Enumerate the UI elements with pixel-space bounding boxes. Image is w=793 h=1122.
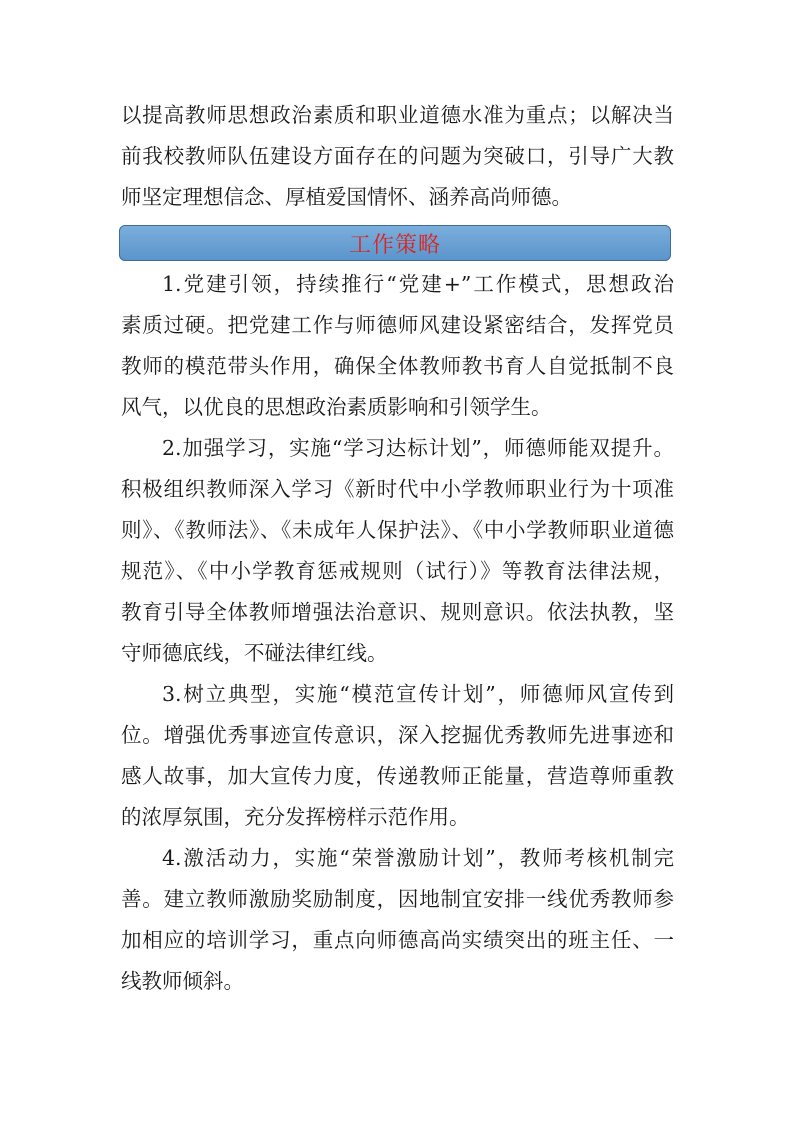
intro-line: 师坚定理想信念、厚植爱国情怀、涵养高尚师德。 bbox=[121, 185, 572, 209]
strategy-item-4 bbox=[121, 838, 674, 1002]
paragraph-line: 线教师倾斜。 bbox=[121, 969, 244, 993]
paragraph-line: 的浓厚氛围，充分发挥榜样示范作用。 bbox=[121, 805, 470, 829]
paragraph-line: 1.党建引领，持续推行“党建+”工作模式，思想政治 bbox=[162, 272, 674, 296]
section-heading-title: 工作策略 bbox=[348, 232, 441, 258]
paragraph-line: 善。建立教师激励奖励制度，因地制宜安排一线优秀教师参 bbox=[121, 887, 674, 911]
strategy-item-3 bbox=[121, 674, 674, 838]
paragraph-line: 风气，以优良的思想政治素质影响和引领学生。 bbox=[121, 395, 552, 419]
paragraph-line: 3.树立典型，实施“模范宣传计划”，师德师风宣传到 bbox=[162, 682, 674, 706]
paragraph-line: 素质过硬。把党建工作与师德师风建设紧密结合，发挥党员 bbox=[121, 313, 674, 337]
paragraph-line: 感人故事，加大宣传力度，传递教师正能量，营造尊师重教 bbox=[121, 764, 674, 788]
section-heading-bar bbox=[119, 225, 671, 261]
paragraph-line: 4.激活动力，实施“荣誉激励计划”，教师考核机制完 bbox=[162, 846, 674, 870]
intro-line: 前我校教师队伍建设方面存在的问题为突破口，引导广大教 bbox=[121, 144, 674, 168]
paragraph-line: 规范》、《中小学教育惩戒规则（试行）》等教育法律法规， bbox=[121, 559, 674, 583]
paragraph-line: 2.加强学习，实施“学习达标计划”，师德师能双提升。 bbox=[162, 436, 674, 460]
strategy-item-2 bbox=[121, 428, 674, 674]
paragraph-line: 位。增强优秀事迹宣传意识，深入挖掘优秀教师先进事迹和 bbox=[121, 723, 674, 747]
paragraph-line: 守师德底线，不碰法律红线。 bbox=[121, 641, 388, 665]
intro-line: 以提高教师思想政治素质和职业道德水准为重点；以解决当 bbox=[121, 103, 674, 127]
strategy-item-1 bbox=[121, 264, 674, 428]
paragraph-line: 积极组织教师深入学习《新时代中小学教师职业行为十项准 bbox=[121, 477, 674, 501]
paragraph-line: 则》、《教师法》、《未成年人保护法》、《中小学教师职业道德 bbox=[121, 518, 674, 542]
paragraph-line: 教育引导全体教师增强法治意识、规则意识。依法执教，坚 bbox=[121, 600, 674, 624]
intro-paragraph bbox=[121, 95, 674, 218]
paragraph-line: 加相应的培训学习，重点向师德高尚实绩突出的班主任、一 bbox=[121, 928, 674, 952]
paragraph-line: 教师的模范带头作用，确保全体教师教书育人自觉抵制不良 bbox=[121, 354, 674, 378]
